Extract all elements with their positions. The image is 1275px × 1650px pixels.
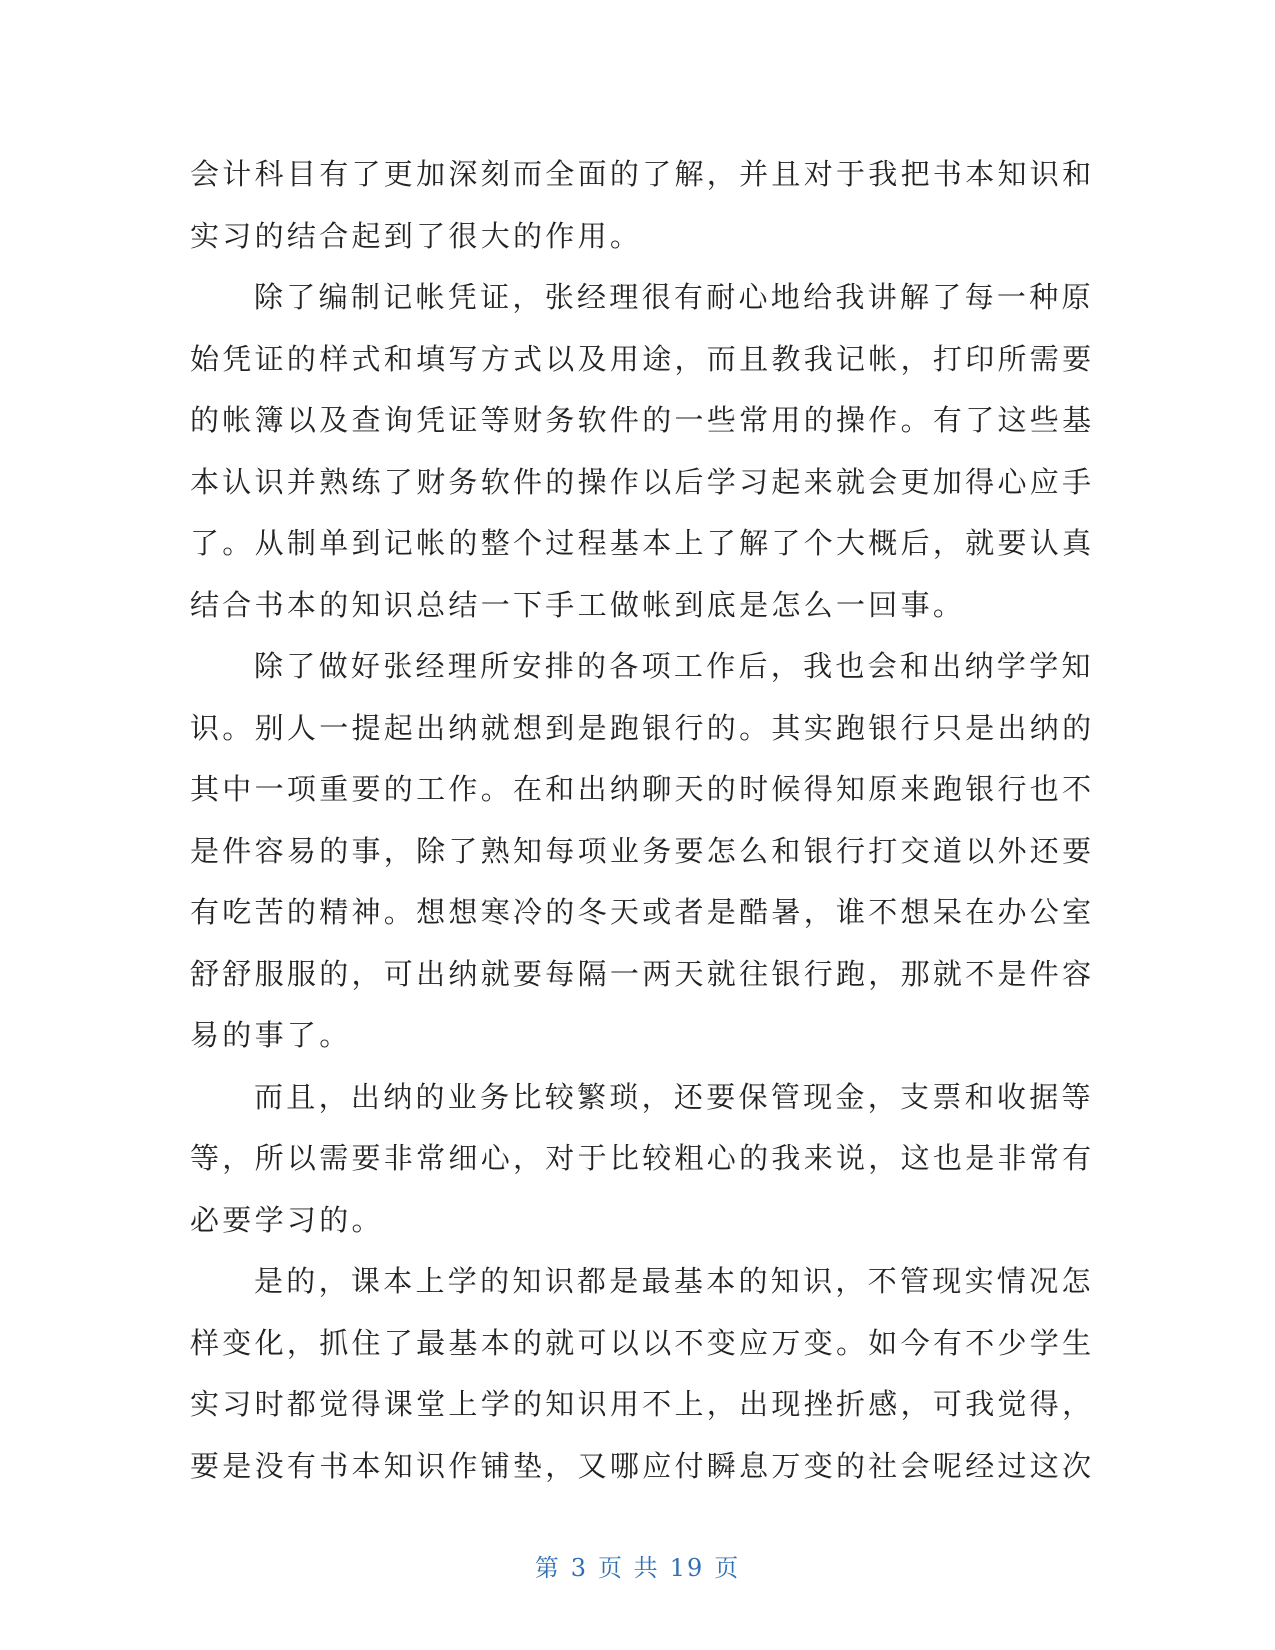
text-line: 要是没有书本知识作铺垫，又哪应付瞬息万变的社会呢经过这次 xyxy=(190,1448,1095,1483)
text-line: 会计科目有了更加深刻而全面的了解，并且对于我把书本知识和 xyxy=(190,157,1095,191)
text-line: 本认识并熟练了财务软件的操作以后学习起来就会更加得心应手 xyxy=(190,464,1095,499)
text-line: 易的事了。 xyxy=(190,1018,352,1052)
paragraph-start-line: 而且，出纳的业务比较繁琐，还要保管现金，支票和收据等 xyxy=(254,1079,1094,1114)
text-line: 舒舒服服的，可出纳就要每隔一两天就往银行跑，那就不是件容 xyxy=(190,956,1095,991)
text-line: 实习时都觉得课堂上学的知识用不上，出现挫折感，可我觉得， xyxy=(190,1387,1095,1421)
paragraph-start-line: 是的，课本上学的知识都是最基本的知识，不管现实情况怎 xyxy=(254,1264,1094,1298)
text-line: 样变化，抓住了最基本的就可以以不变应万变。如今有不少学生 xyxy=(190,1325,1095,1360)
text-line: 了。从制单到记帐的整个过程基本上了解了个大概后，就要认真 xyxy=(190,526,1095,560)
paragraph-start-line: 除了做好张经理所安排的各项工作后，我也会和出纳学学知 xyxy=(254,649,1094,683)
text-line: 实习的结合起到了很大的作用。 xyxy=(190,218,643,253)
text-line: 有吃苦的精神。想想寒冷的冬天或者是酷暑，谁不想呆在办公室 xyxy=(190,895,1095,929)
page-footer xyxy=(0,1548,1275,1583)
text-line: 识。别人一提起出纳就想到是跑银行的。其实跑银行只是出纳的 xyxy=(190,710,1095,745)
text-line: 等，所以需要非常细心，对于比较粗心的我来说，这也是非常有 xyxy=(190,1141,1095,1175)
footer-prefix: 第 xyxy=(534,1554,561,1582)
text-line: 是件容易的事，除了熟知每项业务要怎么和银行打交道以外还要 xyxy=(190,833,1095,868)
text-line: 必要学习的。 xyxy=(190,1202,384,1237)
current-page-number: 3 xyxy=(570,1554,589,1582)
total-pages-number: 19 xyxy=(669,1554,705,1582)
footer-middle: 页 共 xyxy=(598,1554,660,1582)
text-line: 的帐簿以及查询凭证等财务软件的一些常用的操作。有了这些基 xyxy=(190,403,1095,437)
paragraph-start-line: 除了编制记帐凭证，张经理很有耐心地给我讲解了每一种原 xyxy=(254,280,1094,314)
footer-suffix: 页 xyxy=(714,1554,741,1582)
text-line: 结合书本的知识总结一下手工做帐到底是怎么一回事。 xyxy=(190,587,966,622)
document-body xyxy=(190,144,1095,1497)
text-line: 其中一项重要的工作。在和出纳聊天的时候得知原来跑银行也不 xyxy=(190,772,1095,806)
text-line: 始凭证的样式和填写方式以及用途，而且教我记帐，打印所需要 xyxy=(190,341,1095,376)
